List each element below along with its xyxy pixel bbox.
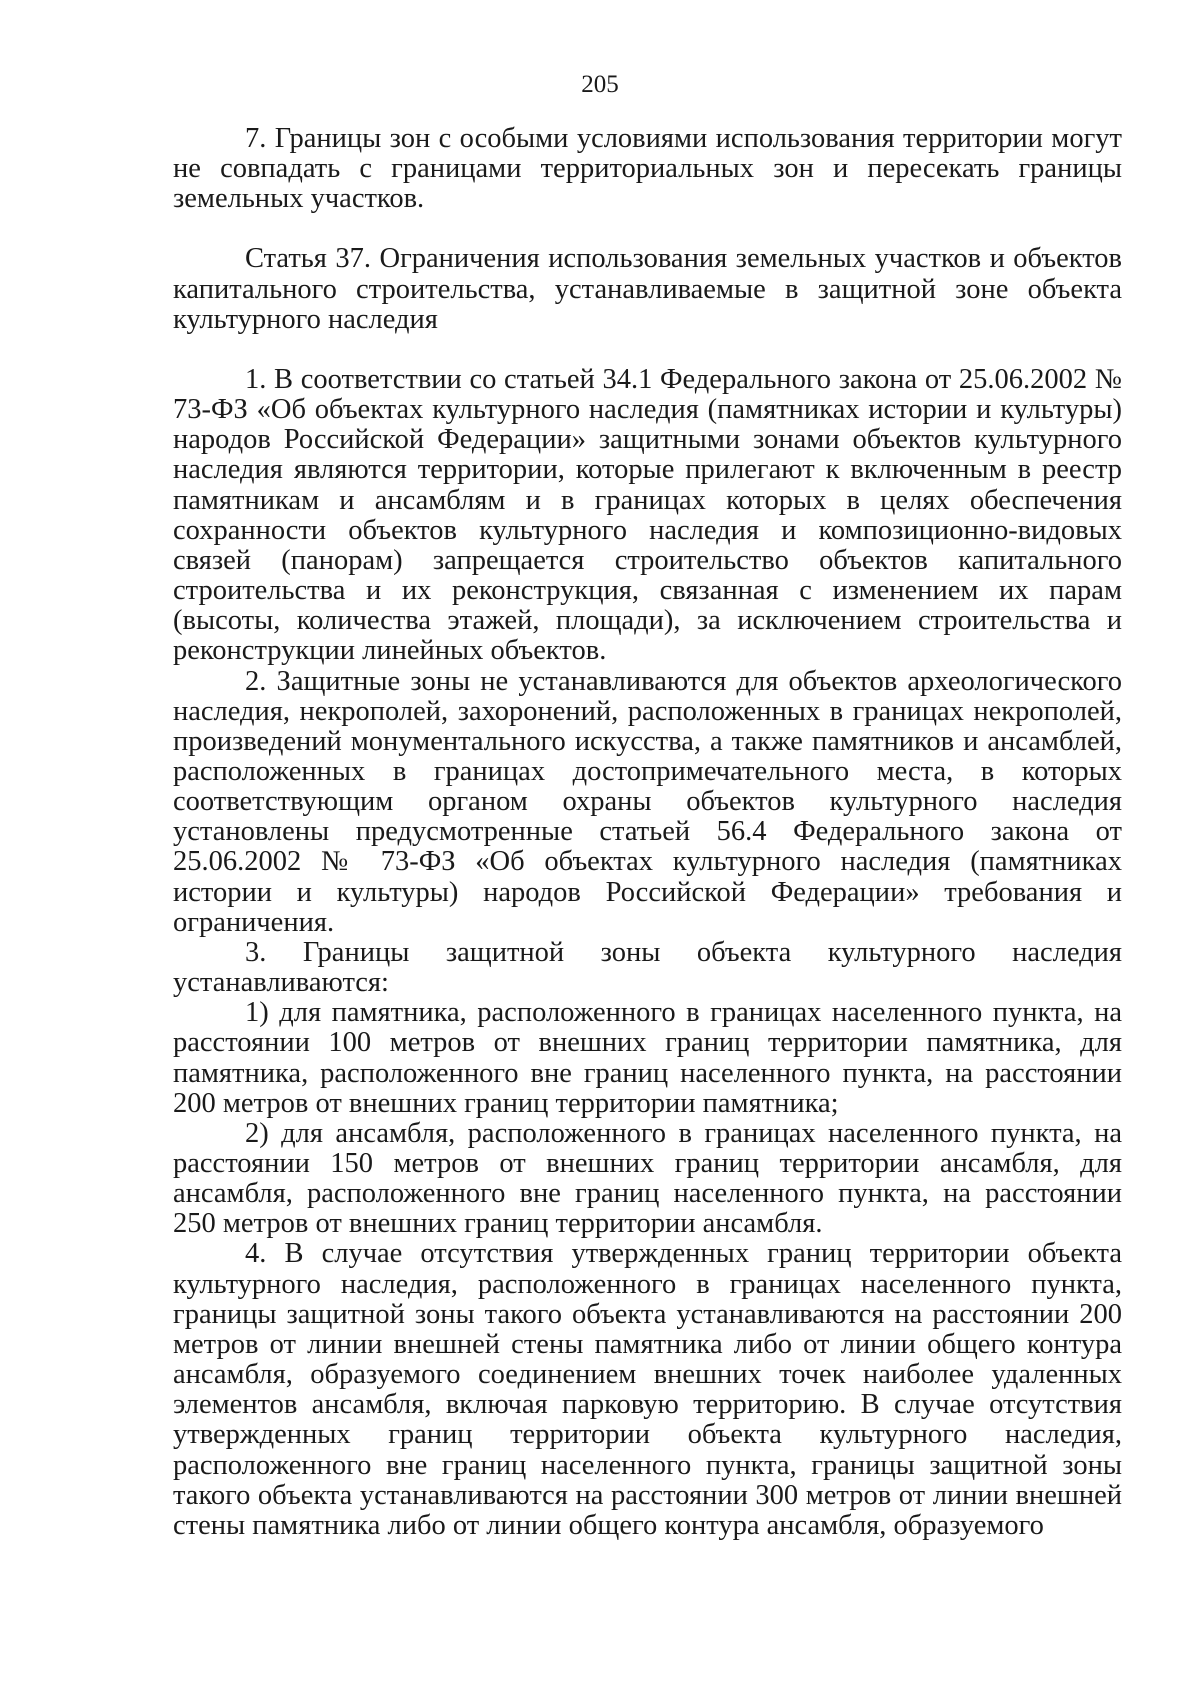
paragraph: 7. Границы зон с особыми условиями использования территории могут не совпадать с границами территориальных зон и пересекать границы земельных участков. xyxy=(173,123,1122,215)
paragraph: 1. В соответствии со статьей 34.1 Федерального закона от 25.06.2002 № 73-ФЗ «Об объектах культурного наследия (памятниках истории и культуры) народов Российской Федерации» защитными зонами объектов культурного наследия являются территории, которые прилегают к включенным в реестр памятникам и ансамблям и в границах которых в целях обеспечения сохранности объектов культурного наследия и композиционно-видовых связей (панорам) запрещается строительство объектов капитального строительства и их реконструкция, связанная с изменением их парам (высоты, количества этажей, площади), за исключением строительства и реконструкции линейных объектов. xyxy=(173,363,1122,667)
paragraph: 1) для памятника, расположенного в границах населенного пункта, на расстоянии 100 метров от внешних границ территории памятника, для памятника, расположенного вне границ населенного пункта, на расстоянии 200 метров от внешних границ территории памятника; xyxy=(173,997,1122,1119)
page-number: 205 xyxy=(581,71,619,98)
paragraph-gap xyxy=(173,335,1122,365)
paragraph: 3. Границы защитной зоны объекта культурного наследия устанавливаются: xyxy=(173,936,1122,999)
paragraph: 2. Защитные зоны не устанавливаются для объектов археологического наследия, некрополей, захоронений, расположенных в границах некрополей, произведений монументального искусства, а также памятников и ансамблей, расположенных в границах достопримечательного места, в которых соответствующим органом охраны объектов культурного наследия установлены предусмотренные статьей 56.4 Федерального закона от 25.06.2002 № 73-ФЗ «Об объектах культурного наследия (памятниках истории и культуры) народов Российской Федерации» требования и ограничения. xyxy=(173,665,1122,938)
paragraph-gap xyxy=(173,214,1122,244)
paragraph: 4. В случае отсутствия утвержденных границ территории объекта культурного наследия, расположенного в границах населенного пункта, границы защитной зоны такого объекта устанавливаются на расстоянии 200 метров от линии внешней стены памятника либо от линии общего контура ансамбля, образуемого соединением внешних точек наиболее удаленных элементов ансамбля, включая парковую территорию. В случае отсутствия утвержденных границ территории объекта культурного наследия, расположенного вне границ населенного пункта, границы защитной зоны такого объекта устанавливаются на расстоянии 300 метров от линии внешней стены памятника либо от линии общего контура ансамбля, образуемого xyxy=(173,1238,1122,1541)
paragraph: Статья 37. Ограничения использования земельных участков и объектов капитального строительства, устанавливаемые в защитной зоне объекта культурного наследия xyxy=(173,243,1122,335)
document-body xyxy=(173,124,1122,1541)
paragraph: 2) для ансамбля, расположенного в границах населенного пункта, на расстоянии 150 метров от внешних границ территории ансамбля, для ансамбля, расположенного вне границ населенного пункта, на расстоянии 250 метров от внешних границ территории ансамбля. xyxy=(173,1117,1122,1240)
